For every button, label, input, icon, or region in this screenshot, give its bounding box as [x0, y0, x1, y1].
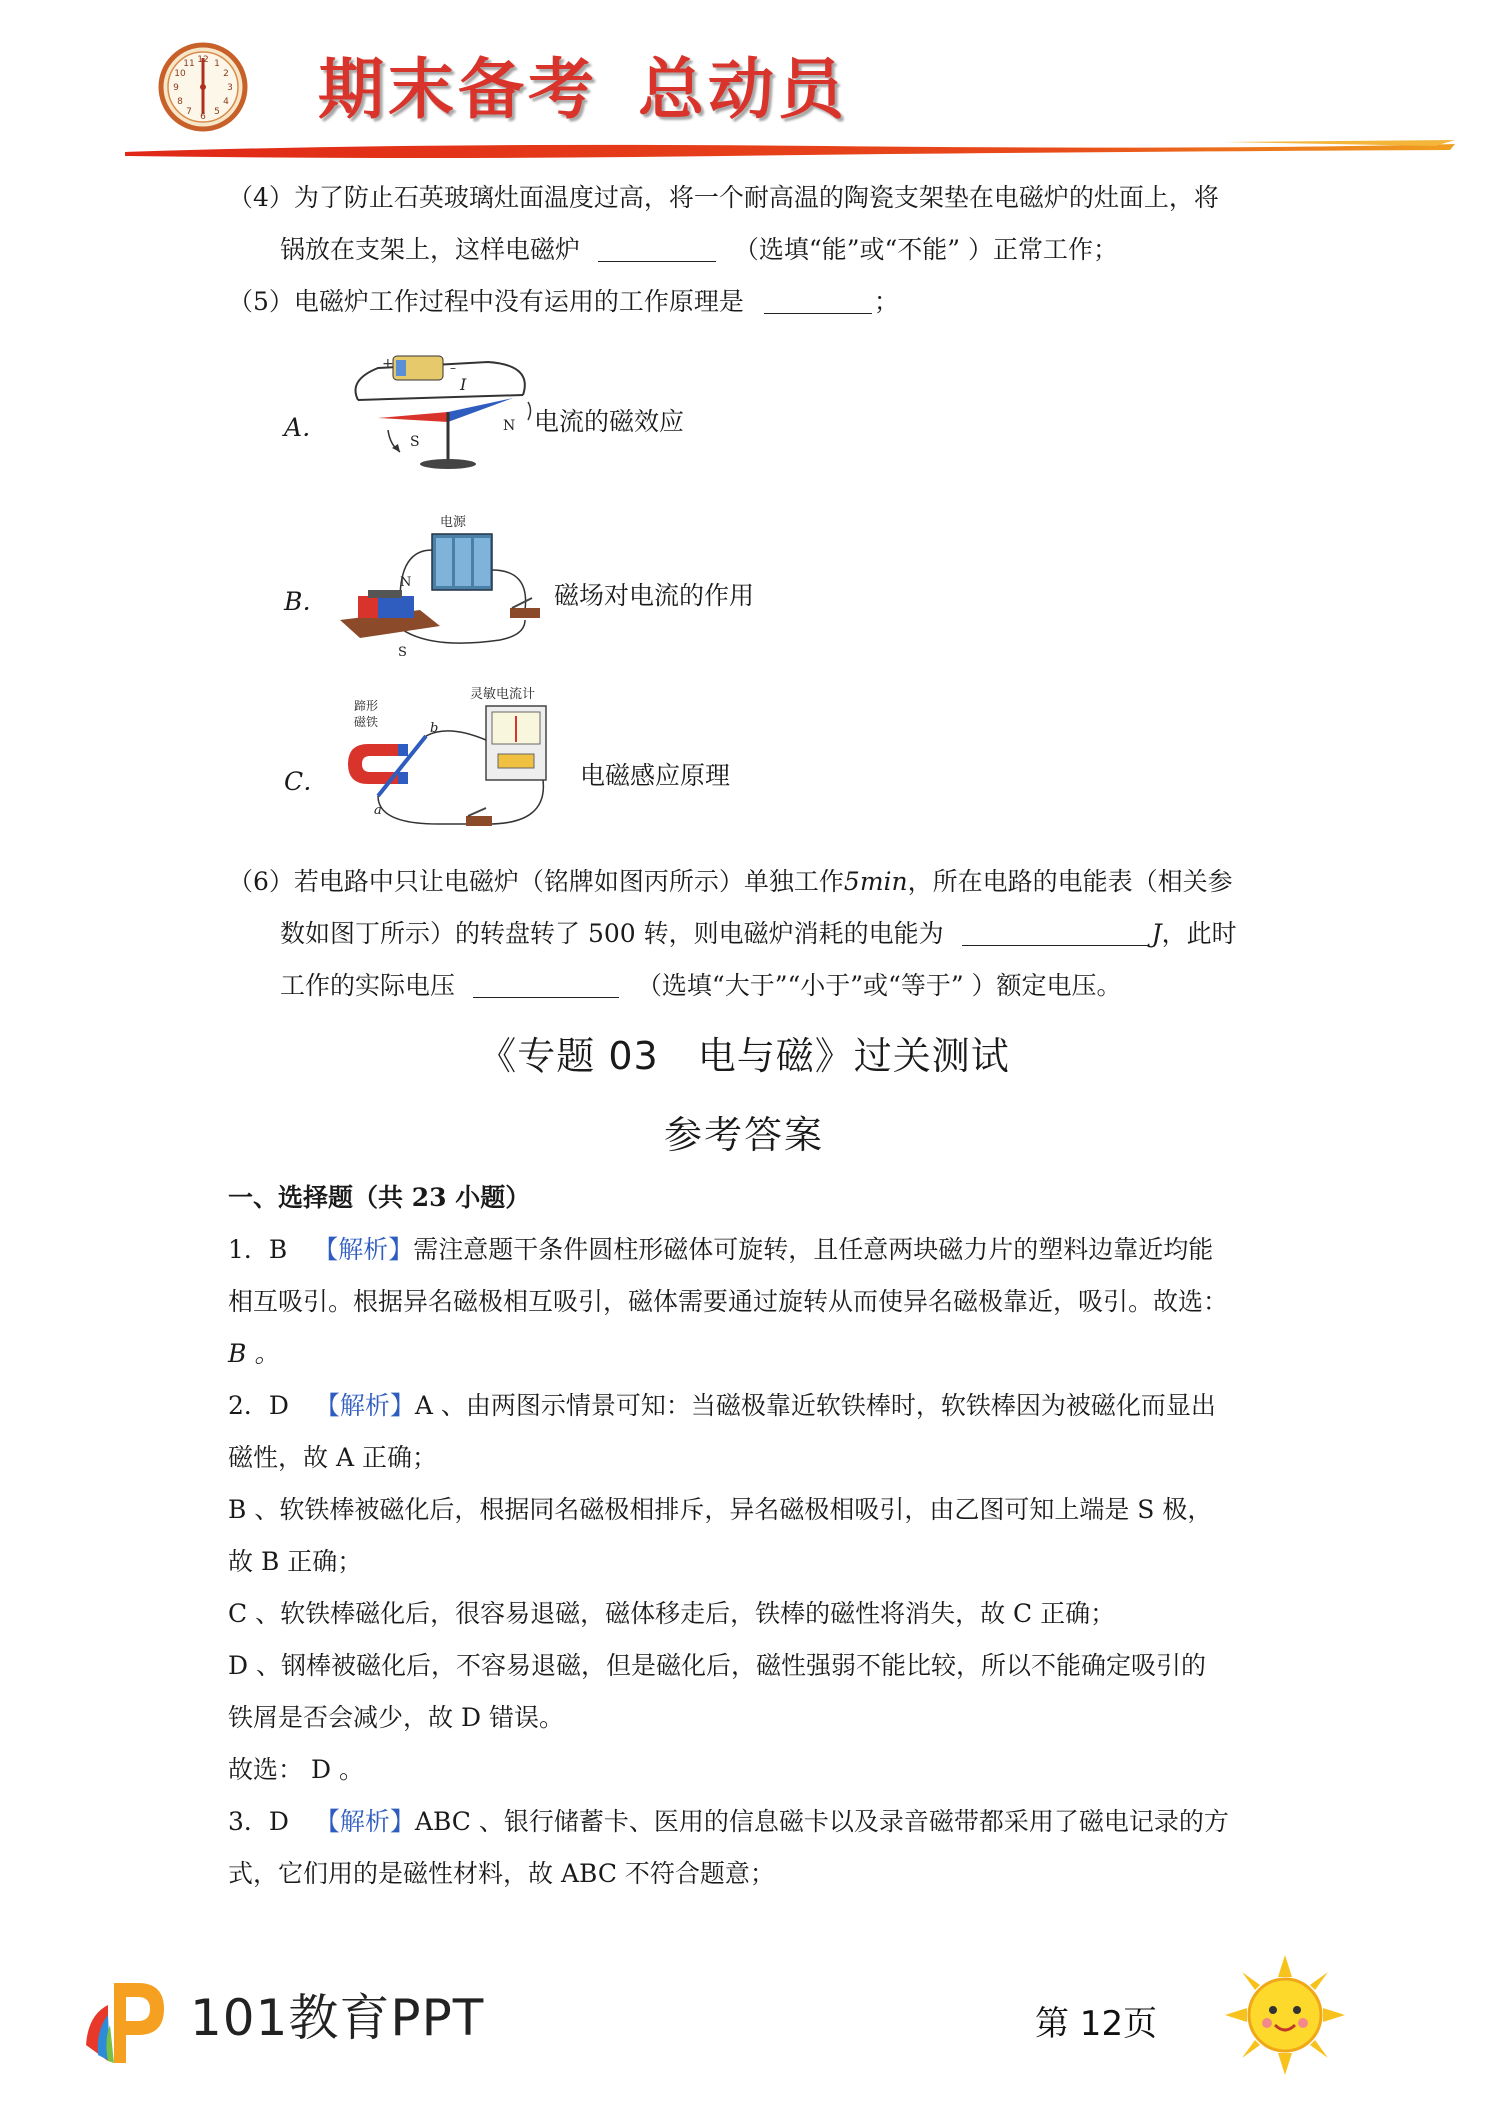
page-header — [0, 0, 1488, 160]
page-number: 第 12页 — [1035, 2004, 1158, 2044]
answer-2-text1: A 、由两图示情景可知：当磁极靠近软铁棒时，软铁棒因为被磁化而显出 — [414, 1391, 1216, 1420]
banner-title — [318, 36, 848, 131]
fig-a-s-label: S — [410, 434, 420, 450]
clock-num: 9 — [173, 83, 179, 93]
clock-num: 5 — [214, 107, 220, 117]
figure-b-motor-circuit — [340, 510, 552, 662]
q6-line3 — [280, 960, 1122, 1012]
banner-title-part2: 总动员 — [638, 50, 848, 128]
q6-energy-blank[interactable] — [962, 916, 1148, 946]
answer-2-num: 2．D — [228, 1391, 289, 1420]
figure-a-electromagnet-needle — [338, 340, 548, 490]
section-heading: 一、选择题（共 23 小题） — [228, 1183, 531, 1212]
svg-text:–: – — [450, 361, 456, 375]
q6-text-f: （选填“大于”“小于”或“等于” ）额定电压。 — [636, 971, 1122, 1000]
option-b-caption: 磁场对电流的作用 — [554, 581, 755, 610]
answer-2-line4: 故 B 正确； — [228, 1547, 363, 1576]
answer-2-line8: 故选： D 。 — [228, 1755, 364, 1784]
clock-num: 4 — [223, 97, 229, 107]
fig-c-a-label: a — [374, 803, 382, 818]
sun-icon — [1225, 1955, 1345, 2075]
footer-brand: 101教育PPT — [190, 1989, 485, 2047]
option-c-caption: 电磁感应原理 — [580, 761, 731, 790]
magnet-label-2: 磁铁 — [354, 715, 379, 729]
answer-2-line2: 磁性，故 A 正确； — [228, 1443, 437, 1472]
answer-1-text1: 需注意题干条件圆柱形磁体可旋转，且任意两块磁力片的塑料边靠近均能 — [413, 1235, 1214, 1264]
q6-text-b: ，所在电路的电能表（相关参 — [907, 867, 1233, 896]
option-b-letter: B． — [284, 587, 328, 616]
answer-2-line5: C 、软铁棒磁化后，很容易退磁，磁体移走后，铁棒的磁性将消失，故 C 正确； — [228, 1599, 1116, 1628]
q6-line2 — [280, 908, 1237, 960]
q5-end: ； — [873, 287, 899, 316]
clock-num: 7 — [186, 107, 192, 117]
option-a-letter: A． — [284, 413, 328, 442]
q6-text-e: 工作的实际电压 — [280, 971, 456, 1000]
analysis-tag: 【解析】 — [314, 1807, 415, 1836]
answer-1-line3: B 。 — [228, 1339, 280, 1368]
power-label: 电源 — [440, 515, 467, 530]
clock-num: 11 — [183, 59, 195, 69]
answer-2-line1 — [228, 1380, 1216, 1432]
brush-stroke-divider — [125, 138, 1455, 164]
option-a-caption: 电流的磁效应 — [534, 407, 685, 436]
q6-line1 — [228, 856, 1233, 908]
answer-3-text1: ABC 、银行储蓄卡、医用的信息磁卡以及录音磁带都采用了磁电记录的方 — [414, 1807, 1229, 1836]
q4-answer-blank[interactable] — [598, 232, 716, 262]
answer-3-line1 — [228, 1796, 1229, 1848]
answer-3-num: 3．D — [228, 1807, 289, 1836]
answer-1-num: 1．B — [228, 1235, 288, 1264]
answer-1-line2: 相互吸引。根据异名磁极相互吸引，磁体需要通过旋转从而使异名磁极靠近，吸引。故选： — [228, 1287, 1229, 1316]
q5-answer-blank[interactable] — [764, 284, 872, 314]
q6-text-d: ，此时 — [1161, 919, 1237, 948]
q4-text-b: （选填“能”或“不能” ）正常工作； — [733, 235, 1118, 264]
analysis-tag: 【解析】 — [314, 1391, 415, 1420]
current-label: I — [460, 375, 467, 394]
option-c-letter: C． — [284, 767, 329, 796]
q4-line1: （4）为了防止石英玻璃灶面温度过高，将一个耐高温的陶瓷支架垫在电磁炉的灶面上，将 — [228, 183, 1219, 212]
answers-title: 《专题 03 电与磁》过关测试 — [478, 1034, 1010, 1078]
clock-num: 10 — [174, 69, 186, 79]
q5-line — [228, 276, 899, 328]
fig-b-n-label: N — [400, 575, 412, 590]
q5-text: （5）电磁炉工作过程中没有运用的工作原理是 — [228, 287, 744, 316]
clock-num: 3 — [227, 83, 233, 93]
q6-unit: J — [1151, 919, 1162, 948]
magnet-label-1: 蹄形 — [354, 699, 379, 713]
q6-voltage-blank[interactable] — [473, 968, 619, 998]
clock-num: 6 — [200, 112, 206, 122]
clock-num: 1 — [214, 59, 220, 69]
answers-subtitle: 参考答案 — [663, 1113, 824, 1157]
banner-title-part1: 期末备考 — [318, 50, 598, 128]
fig-a-n-label: N — [503, 418, 516, 434]
q6-text-a: （6）若电路中只让电磁炉（铭牌如图丙所示）单独工作 — [228, 867, 844, 896]
q4-line2 — [280, 224, 1118, 276]
clock-num: 2 — [223, 69, 229, 79]
brand-logo-icon — [78, 1975, 168, 2070]
fig-c-b-label: b — [430, 721, 439, 736]
clock-num: 8 — [177, 97, 183, 107]
q6-time-value: 5min — [843, 867, 908, 896]
answer-3-line2: 式，它们用的是磁性材料，故 ABC 不符合题意； — [228, 1859, 775, 1888]
analysis-tag: 【解析】 — [313, 1235, 414, 1264]
clock-num: 12 — [197, 55, 209, 65]
svg-text:+: + — [382, 356, 394, 372]
q6-text-c: 数如图丁所示）的转盘转了 500 转，则电磁炉消耗的电能为 — [280, 919, 944, 948]
q4-text-a: 锅放在支架上，这样电磁炉 — [280, 235, 581, 264]
answer-1-line1 — [228, 1224, 1213, 1276]
fig-b-s-label: S — [398, 645, 407, 660]
clock-icon — [158, 42, 248, 132]
answer-2-line6: D 、钢棒被磁化后，不容易退磁，但是磁化后，磁性强弱不能比较，所以不能确定吸引的 — [228, 1651, 1206, 1680]
galvanometer-label: 灵敏电流计 — [470, 687, 536, 702]
figure-c-induction-circuit — [338, 684, 578, 836]
answer-2-line7: 铁屑是否会减少，故 D 错误。 — [228, 1703, 564, 1732]
answer-2-line3: B 、软铁棒被磁化后，根据同名磁极相排斥，异名磁极相吸引，由乙图可知上端是 S 极， — [228, 1495, 1213, 1524]
